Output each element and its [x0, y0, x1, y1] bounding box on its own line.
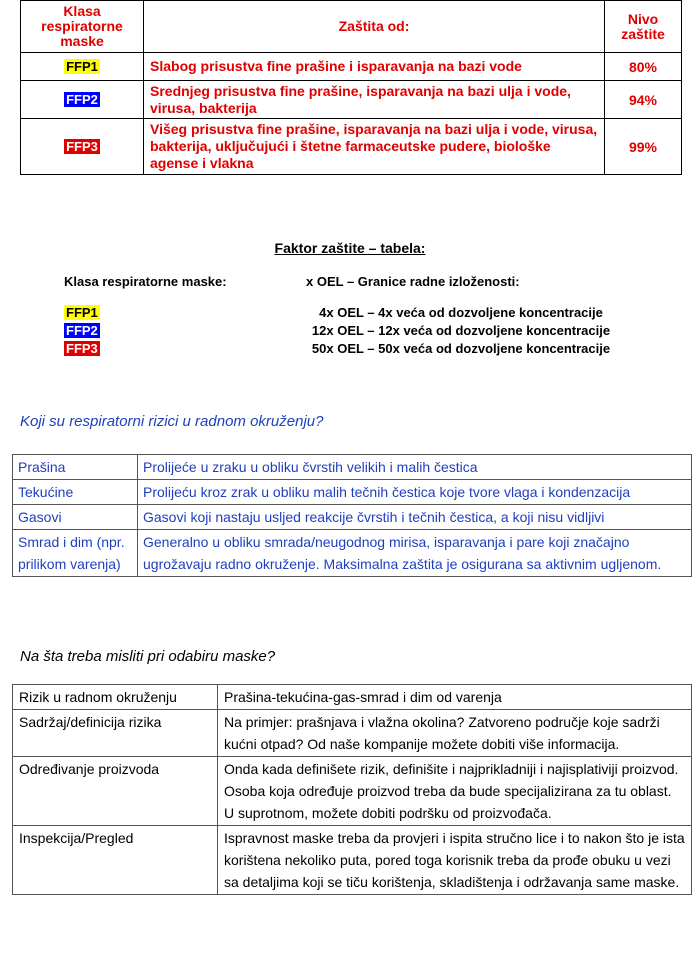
ffp3-badge: FFP3: [66, 138, 98, 154]
table-header-row: [21, 1, 682, 53]
faktor-row-text: 50x OEL – 50x veća od dozvoljene koncentracije: [311, 341, 611, 356]
selection-key: Inspekcija/Pregled: [13, 826, 218, 895]
selection-value: Na primjer: prašnjava i vlažna okolina? Zatvoreno područje koje sadrži kućni otpad? Od naše kompanije možete dobiti više informacija.: [218, 710, 692, 757]
table-row: [13, 530, 692, 577]
ffp1-badge: FFP1: [66, 58, 98, 74]
table-row: [13, 480, 692, 505]
selection-key: Određivanje proizvoda: [13, 757, 218, 826]
selection-value: Onda kada definišete rizik, definišite i najprikladniji i najisplativiji proizvod. Osoba koja određuje proizvod treba da bude specijalizirana za tu oblast. U suprotnom, možete dobiti podršku od proizvođača.: [218, 757, 692, 826]
header-mask-class: Klasa respiratorne maske: [21, 1, 144, 53]
table-row: [13, 505, 692, 530]
table-row: [13, 710, 692, 757]
protection-cell: Srednjeg prisustva fine prašine, isparavanja na bazi ulja i vode, virusa, bakterija: [144, 81, 605, 119]
faktor-title: Faktor zaštite – tabela:: [274, 240, 426, 256]
risk-key: Prašina: [13, 455, 138, 480]
table-row: [13, 826, 692, 895]
faktor-row-text: 4x OEL – 4x veća od dozvoljene koncentracije: [319, 305, 603, 320]
selection-question: Na šta treba misliti pri odabiru maske?: [20, 648, 276, 665]
risk-key: Gasovi: [13, 505, 138, 530]
ffp3-badge: FFP3: [66, 341, 98, 356]
selection-key: Sadržaj/definicija rizika: [13, 710, 218, 757]
level-cell: 80%: [605, 53, 682, 81]
faktor-right-header: x OEL – Granice radne izloženosti:: [306, 274, 520, 289]
faktor-left-header: Klasa respiratorne maske:: [64, 274, 227, 289]
header-level: Nivo zaštite: [605, 1, 682, 53]
mask-class-table: [20, 0, 682, 175]
selection-key: Rizik u radnom okruženju: [13, 685, 218, 710]
ffp2-badge: FFP2: [66, 323, 98, 338]
table-row: [13, 455, 692, 480]
selection-value: Ispravnost maske treba da provjeri i ispita stručno lice i to nakon što je ista korištena nekoliko puta, pored toga korisnik treba da prođe obuku u vezi sa detaljima koji se tiču korištenja, skladištenja i održavanja same maske.: [218, 826, 692, 895]
table-row: [21, 53, 682, 81]
risk-key: Smrad i dim (npr. prilikom varenja): [13, 530, 138, 577]
table-row: [21, 81, 682, 119]
protection-cell: Slabog prisustva fine prašine i isparavanja na bazi vode: [144, 53, 605, 81]
protection-cell: Višeg prisustva fine prašine, isparavanja na bazi ulja i vode, virusa, bakterija, uključujući i štetne farmaceutske pudere, biološke agense i vlakna: [144, 119, 605, 175]
risks-question: Koji su respiratorni rizici u radnom okruženju?: [20, 413, 324, 430]
table-row: [21, 119, 682, 175]
level-cell: 99%: [605, 119, 682, 175]
faktor-row-text: 12x OEL – 12x veća od dozvoljene koncentracije: [311, 323, 611, 338]
risk-key: Tekućine: [13, 480, 138, 505]
risk-value: Gasovi koji nastaju usljed reakcije čvrstih i tečnih čestica, a koji nisu vidljivi: [138, 505, 692, 530]
risks-table: [12, 454, 692, 577]
risk-value: Generalno u obliku smrada/neugodnog mirisa, isparavanja i pare koji značajno ugrožavaju radno okruženje. Maksimalna zaštita je osigurana sa aktivnim ugljenom.: [138, 530, 692, 577]
level-cell: 94%: [605, 81, 682, 119]
risk-value: Prolijeću kroz zrak u obliku malih tečnih čestica koje tvore vlaga i kondenzacija: [138, 480, 692, 505]
risk-value: Prolijeće u zraku u obliku čvrstih velikih i malih čestica: [138, 455, 692, 480]
selection-table: [12, 684, 692, 895]
table-row: [13, 757, 692, 826]
table-row: [13, 685, 692, 710]
selection-value: Prašina-tekućina-gas-smrad i dim od varenja: [218, 685, 692, 710]
ffp2-badge: FFP2: [66, 91, 98, 107]
ffp1-badge: FFP1: [66, 305, 98, 320]
header-protection: Zaštita od:: [144, 1, 605, 53]
